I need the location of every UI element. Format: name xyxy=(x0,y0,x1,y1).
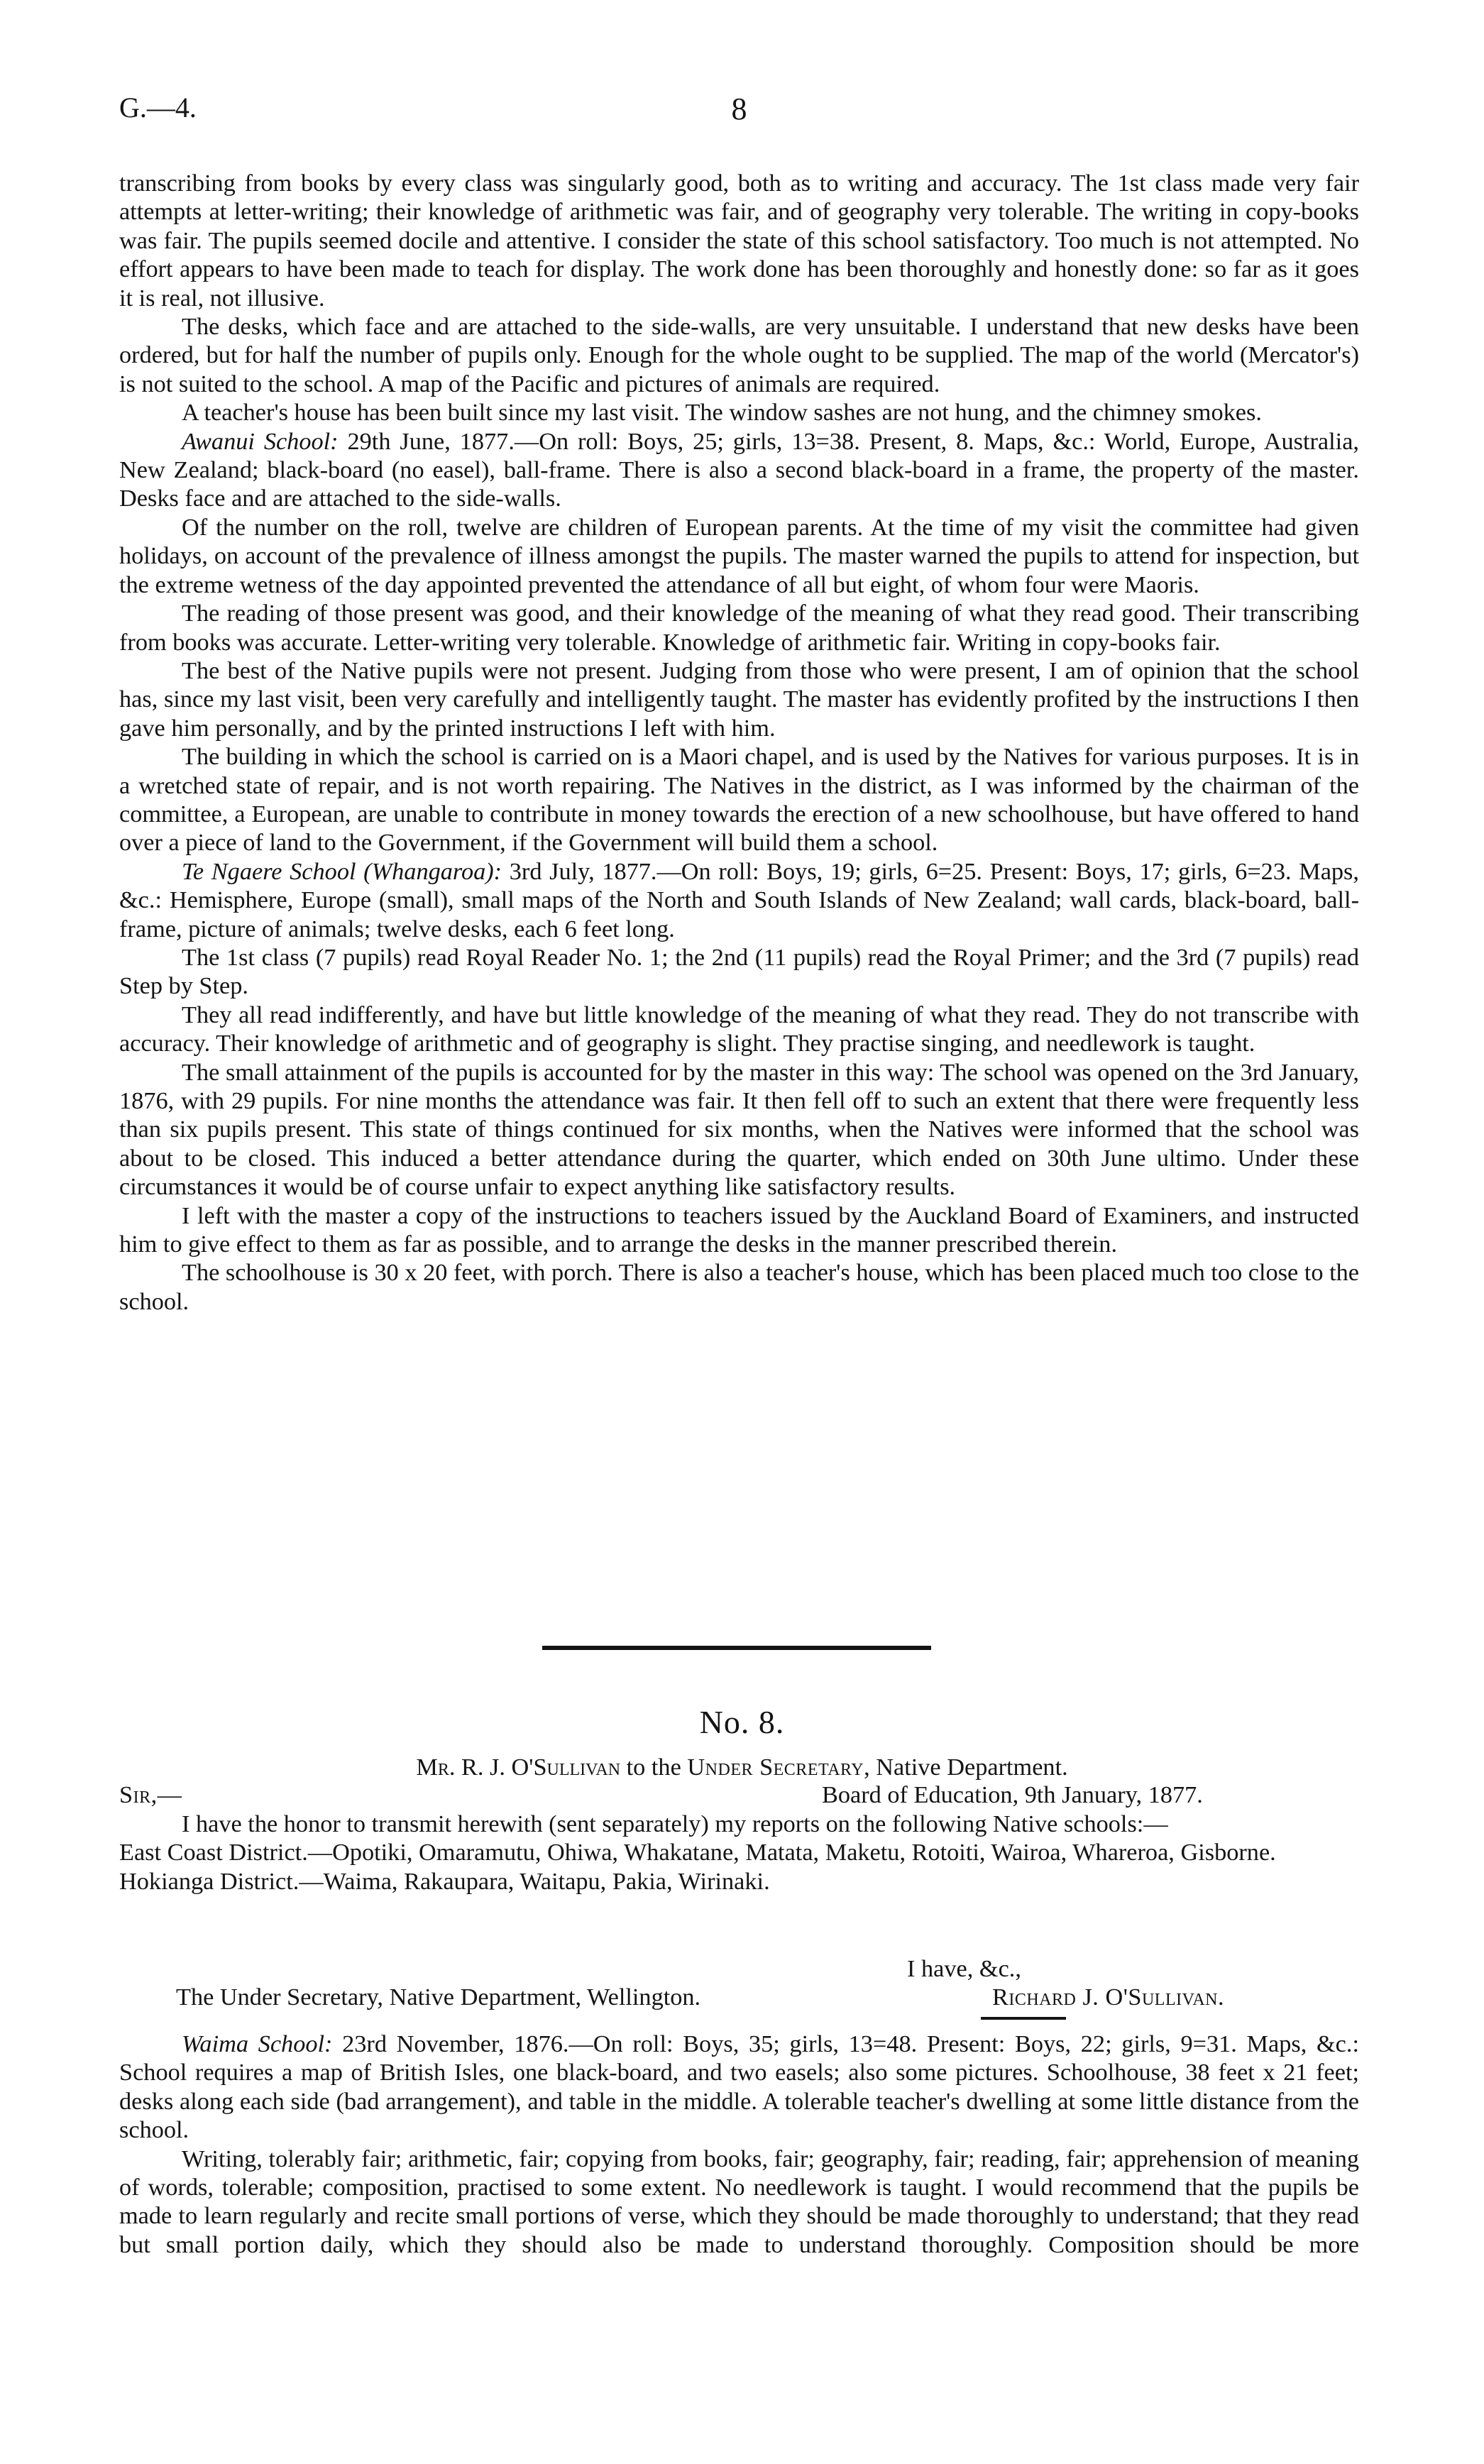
paragraph: The small attainment of the pupils is accounted for by the master in this way: The school was opened on the 3rd January, 1876, with 29 pupils. For nine months the attendance was fair. It then fell off to such an extent that there were frequently less than six pupils present. This state of things continued for six months, when the Natives were informed that the school was about to be closed. This induced a better attendance during the quarter, which ended on 30th June ultimo. Under these circumstances it would be of course unfair to expect anything like satisfactory results. xyxy=(119,1058,1359,1201)
page-number: 8 xyxy=(731,92,747,126)
paragraph: The desks, which face and are attached to the side-walls, are very unsuitable. I understand that new desks have been ordered, but for half the number of pupils only. Enough for the whole ought to be supplied. The map of the world (Mercator's) is not suited to the school. A map of the Pacific and pictures of animals are required. xyxy=(119,313,1359,397)
paragraph: The reading of those present was good, and their knowledge of the meaning of what they read good. Their transcribing from books was accurate. Letter-writing very tolerable. Knowledge of arithmetic fair. Writing in copy-books fair. xyxy=(119,600,1359,656)
report-continuation xyxy=(119,169,1359,1316)
paragraph-text: 23rd November, 1876.—On roll: Boys, 35; girls, 13=48. Present: Boys, 22; girls, 9=31. Maps, &c.: School requires a map of British Isles, one black-board, and two easels; also some pictures. Schoolhouse, 38 feet x 21 feet; desks along each side (bad arrangement), and table in the middle. A tolerable teacher's dwelling at some little distance from the school. xyxy=(119,2030,1359,2144)
paragraph: The schoolhouse is 30 x 20 feet, with porch. There is also a teacher's house, which has been placed much too close to the school. xyxy=(119,1259,1359,1315)
waima-report xyxy=(119,2030,1359,2259)
paragraph: I left with the master a copy of the instructions to teachers issued by the Auckland Board of Examiners, and instructed him to give effect to them as far as possible, and to arrange the desks in the manner prescribed therein. xyxy=(119,1201,1359,1258)
paragraph: Writing, tolerably fair; arithmetic, fair; copying from books, fair; geography, fair; reading, fair; apprehension of meaning of words, tolerable; composition, practised to some extent. No needlework is taught. I would recommend that the pupils be made to learn regularly and recite small portions of verse, which they should be made thoroughly to understand; that they read but small portion daily, which they should also be made to understand thoroughly. Composition should be more xyxy=(119,2145,1359,2258)
letter-addressee: The Under Secretary, Native Department, Wellington. xyxy=(176,1984,701,2011)
short-divider xyxy=(981,2017,1066,2020)
paragraph-text: 3rd July, 1877.—On roll: Boys, 19; girls, 6=25. Present: Boys, 17; girls, 6=23. Maps, &c.: Hemisphere, Europe (small), small maps of the North and South Islands of New Zealand; wall cards, black-board, ball-frame, picture of animals; twelve desks, each 6 feet long. xyxy=(119,857,1359,942)
paragraph: The 1st class (7 pupils) read Royal Reader No. 1; the 2nd (11 pupils) read the Royal Primer; and the 3rd (7 pupils) read Step by Step. xyxy=(119,943,1359,1000)
school-title: Waima School: xyxy=(182,2030,333,2057)
salutation: Sir,— xyxy=(119,1781,182,1808)
letter-intro: I have the honor to transmit herewith (sent separately) my reports on the following Native schools:— xyxy=(182,1810,1168,1837)
paragraph: The best of the Native pupils were not present. Judging from those who were present, I am of opinion that the school has, since my last visit, been very carefully and intelligently taught. The master has evidently profited by the instructions I then gave him personally, and by the printed instructions I left with him. xyxy=(119,656,1359,742)
letter-number: No. 8. xyxy=(699,1704,785,1740)
letter-body xyxy=(119,1810,1359,1896)
paragraph: Of the number on the roll, twelve are children of European parents. At the time of my visit the committee had given holidays, on account of the prevalence of illness amongst the pupils. The master warned the pupils to attend for inspection, but the extreme wetness of the day appointed prevented the attendance of all but eight, of whom four were Maoris. xyxy=(119,513,1359,598)
letter-place-date: Board of Education, 9th January, 1877. xyxy=(822,1781,1203,1808)
letter-recipient: Under Secretary xyxy=(687,1754,864,1781)
waima-school-paragraph xyxy=(119,2030,1359,2145)
hokianga-schools: Hokianga District.—Waima, Rakaupara, Waitapu, Pakia, Wirinaki. xyxy=(119,1867,770,1895)
awanui-school-paragraph xyxy=(119,427,1359,513)
paragraph: The building in which the school is carried on is a Maori chapel, and is used by the Natives for various purposes. It is in a wretched state of repair, and is not worth repairing. The Natives in the district, as I was informed by the chairman of the committee, a European, are unable to contribute in money towards the erection of a new schoolhouse, but have offered to hand over a piece of land to the Government, if the Government will build them a school. xyxy=(119,743,1359,857)
east-coast-schools: East Coast District.—Opotiki, Omaramutu, Ohiwa, Whakatane, Matata, Maketu, Rotoiti, Wairoa, Whareroa, Gisborne. xyxy=(119,1839,1276,1866)
school-title: Te Ngaere School ( xyxy=(182,857,372,885)
letter-sender: Mr. R. J. O'Sullivan xyxy=(416,1754,621,1781)
section-divider xyxy=(542,1646,931,1650)
paragraph: A teacher's house has been built since my last visit. The window sashes are not hung, and the chimney smokes. xyxy=(182,399,1262,427)
letter-heading xyxy=(0,1754,1484,1781)
paragraph: transcribing from books by every class was singularly good, both as to writing and accuracy. The 1st class made very fair attempts at letter-writing; their knowledge of arithmetic was fair, and of geography very tolerable. The writing in copy-books was fair. The pupils seemed docile and attentive. I consider the state of this school satisfactory. Too much is not attempted. No effort appears to have been made to teach for display. The work done has been thoroughly and honestly done: so far as it goes it is real, not illusive. xyxy=(119,170,1359,312)
school-location: Whangaroa xyxy=(371,857,486,885)
letter-signature: Richard J. O'Sullivan. xyxy=(992,1984,1225,2011)
paragraph-text: 29th June, 1877.—On roll: Boys, 25; girls, 13=38. Present, 8. Maps, &c.: World, Europe, Australia, New Zealand; black-board (no easel), ball-frame. There is also a second black-board in a frame, the property of the master. Desks face and are attached to the side-walls. xyxy=(119,427,1360,512)
letter-closing: I have, &c., xyxy=(907,1955,1021,1982)
te-ngaere-school-paragraph xyxy=(119,857,1359,943)
school-title-end: ): xyxy=(485,857,502,885)
letter-to-word: to the xyxy=(620,1754,688,1781)
school-title: Awanui School: xyxy=(182,427,339,455)
document-reference: G.—4. xyxy=(119,92,197,123)
paragraph: They all read indifferently, and have but little knowledge of the meaning of what they read. They do not transcribe with accuracy. Their knowledge of arithmetic and of geography is slight. They practise singing, and needlework is taught. xyxy=(119,1001,1359,1057)
page-header xyxy=(119,91,1359,141)
letter-department: , Native Department. xyxy=(864,1754,1068,1781)
